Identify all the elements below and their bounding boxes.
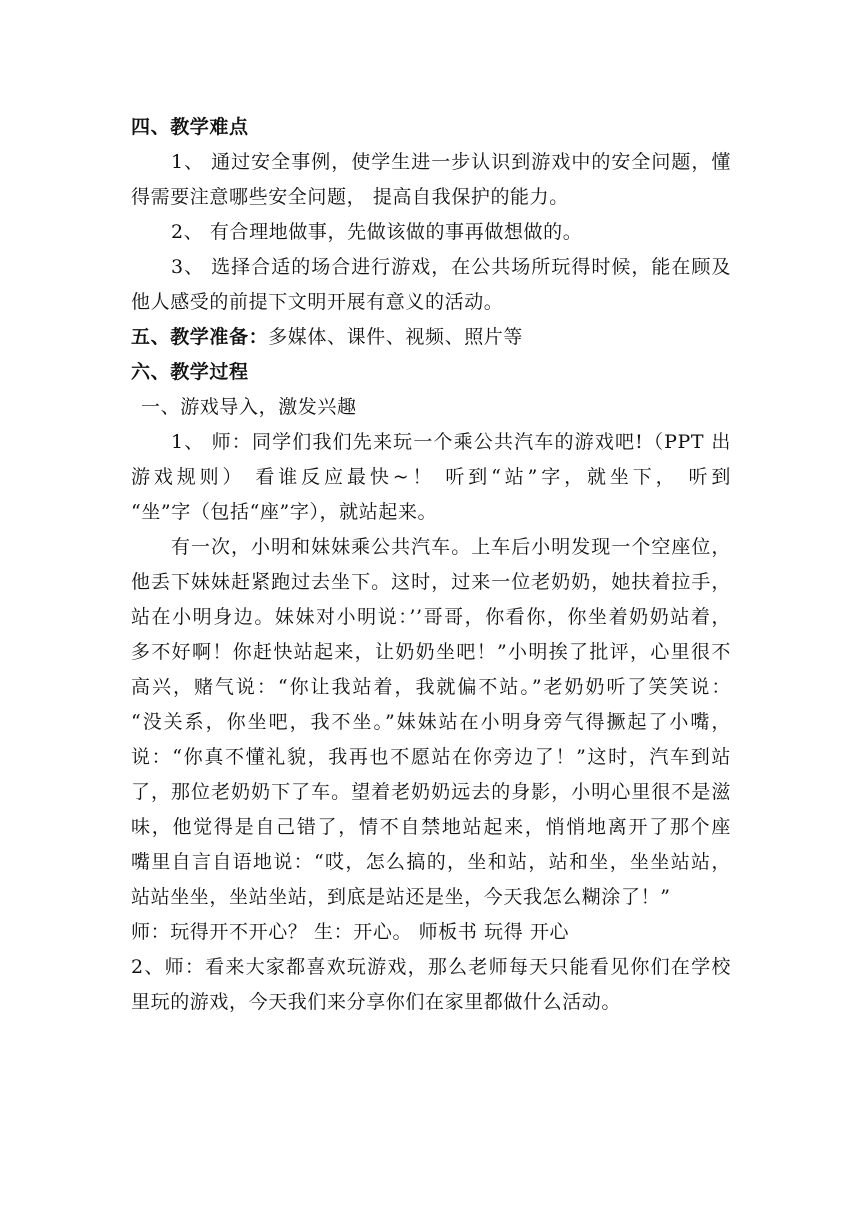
story-line-1: 有一次，小明和妹妹乘公共汽车。上车后小明发现一个空座位， xyxy=(171,536,731,558)
story-line-2: 他丢下妹妹赶紧跑过去坐下。这时，过来一位老奶奶，她扶着拉手， xyxy=(131,571,731,593)
sharing-paragraph-line-2: 里玩的游戏，今天我们来分享你们在家里都做什么活动。 xyxy=(131,991,622,1013)
story-line-3: 站在小明身边。妹妹对小明说：’’哥哥，你看你，你坐着奶奶站着， xyxy=(131,606,731,628)
subheading-game-intro: 一、游戏导入，激发兴趣 xyxy=(141,396,357,418)
intro-paragraph-line-3: “坐”字（包括“座”字），就站起来。 xyxy=(131,501,438,523)
sharing-paragraph-line-1: 2、师：看来大家都喜欢玩游戏，那么老师每天只能看见你们在学校 xyxy=(131,956,731,978)
story-line-10: 嘴里自言自语地说：“哎，怎么搞的，坐和站，站和坐，坐坐站站， xyxy=(131,851,731,873)
story-line-5: 高兴，赌气说：“你让我站着，我就偏不站。”老奶奶听了笑笑说： xyxy=(131,676,731,698)
intro-paragraph-line-2: 游戏规则） 看谁反应最快~！ 听到“站”字，就坐下， 听到 xyxy=(131,466,731,488)
preparation-value: 多媒体、课件、视频、照片等 xyxy=(268,326,524,348)
section-heading-difficulties: 四、教学难点 xyxy=(131,116,249,138)
preparation-label: 五、教学准备： xyxy=(131,326,269,348)
story-line-7: 说：“你真不懂礼貌，我再也不愿站在你旁边了！”这时，汽车到站 xyxy=(131,746,731,768)
section-heading-preparation xyxy=(131,320,731,355)
story-line-11: 站站坐坐，坐站坐站，到底是站还是坐，今天我怎么糊涂了！” xyxy=(131,886,671,908)
document-body xyxy=(131,110,731,1020)
section-heading-process: 六、教学过程 xyxy=(131,361,249,383)
story-line-8: 了，那位老奶奶下了车。望着老奶奶远去的身影，小明心里很不是滋 xyxy=(131,781,731,803)
difficulty-3-line-2: 他人感受的前提下文明开展有意义的活动。 xyxy=(131,291,504,313)
difficulty-2: 2、 有合理地做事，先做该做的事再做想做的。 xyxy=(171,221,583,243)
difficulty-1-line-2: 得需要注意哪些安全问题， 提高自我保护的能力。 xyxy=(131,186,569,208)
question-answer-line: 师：玩得开不开心？ 生：开心。 师板书 玩得 开心 xyxy=(131,921,570,943)
difficulty-3-line-1: 3、 选择合适的场合进行游戏，在公共场所玩得时候，能在顾及 xyxy=(171,256,731,278)
story-line-6: “没关系，你坐吧，我不坐。”妹妹站在小明身旁气得撅起了小嘴， xyxy=(131,711,731,733)
story-line-9: 味，他觉得是自己错了，情不自禁地站起来，悄悄地离开了那个座 xyxy=(131,816,731,838)
story-line-4: 多不好啊！你赶快站起来，让奶奶坐吧！”小明挨了批评，心里很不 xyxy=(131,641,731,663)
intro-paragraph-line-1: 1、 师：同学们我们先来玩一个乘公共汽车的游戏吧!（PPT 出 xyxy=(171,431,731,453)
difficulty-1-line-1: 1、 通过安全事例，使学生进一步认识到游戏中的安全问题，懂 xyxy=(171,151,731,173)
